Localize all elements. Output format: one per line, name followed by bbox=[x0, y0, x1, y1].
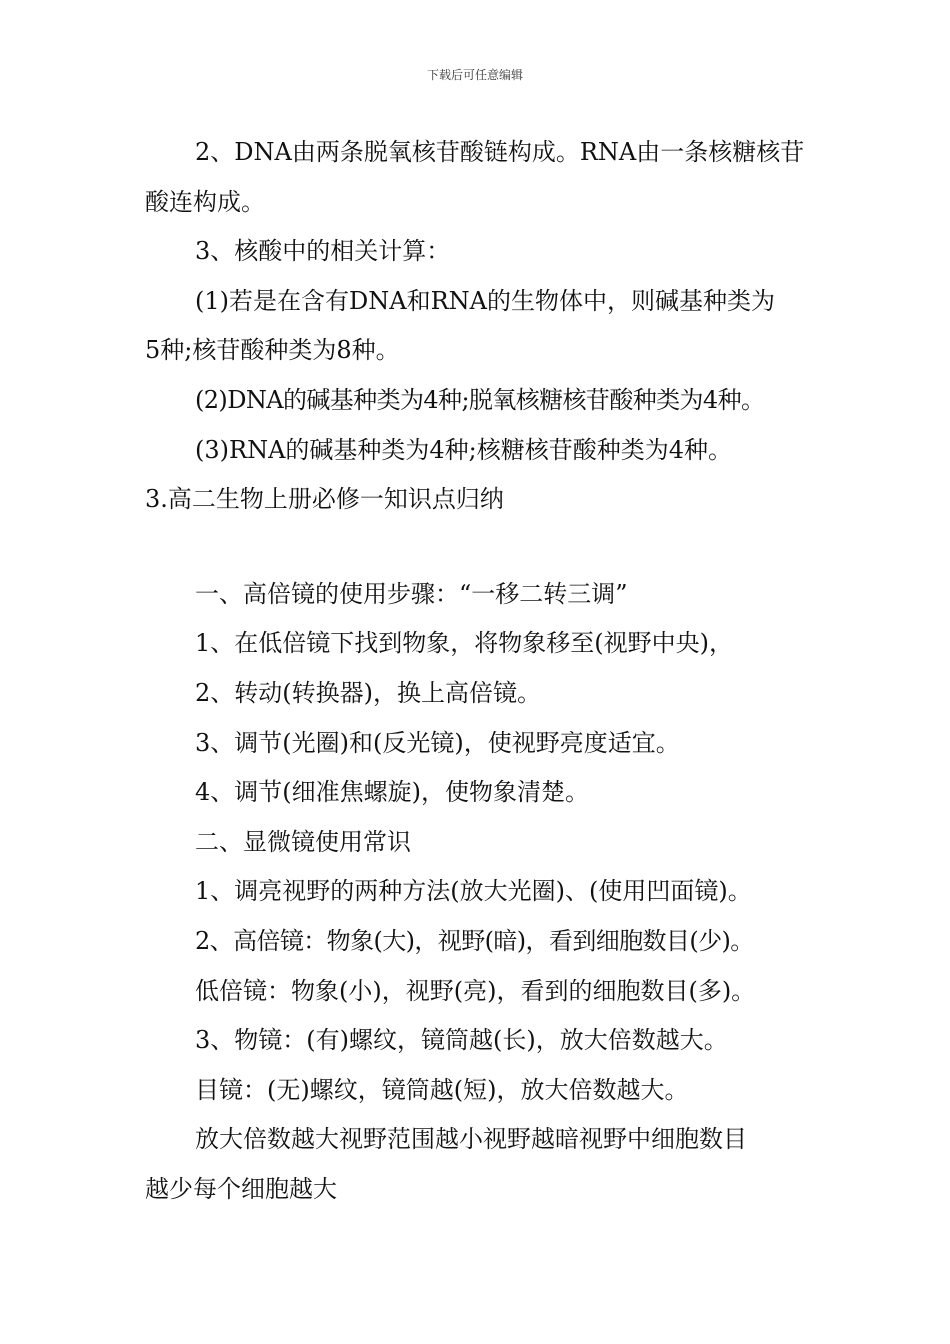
document-body bbox=[145, 128, 813, 1214]
paragraph-line: 一、高倍镜的使用步骤：“一移二转三调” bbox=[195, 579, 628, 608]
paragraph-line: 二、显微镜使用常识 bbox=[195, 827, 411, 856]
paragraph-line: 1、调亮视野的两种方法(放大光圈)、(使用凹面镜)。 bbox=[195, 877, 752, 906]
paragraph-line: 3、核酸中的相关计算： bbox=[195, 237, 451, 266]
paragraph-line: 5种;核苷酸种类为8种。 bbox=[145, 336, 400, 365]
section-spacer bbox=[145, 525, 813, 570]
page-header: 下载后可任意编辑 bbox=[426, 68, 523, 82]
paragraph-line: 1、在低倍镜下找到物象，将物象移至(视野中央)， bbox=[195, 629, 733, 658]
paragraph-line: 3、调节(光圈)和(反光镜)，使视野亮度适宜。 bbox=[195, 728, 680, 757]
paragraph-line: 目镜：(无)螺纹，镜筒越(短)，放大倍数越大。 bbox=[195, 1075, 689, 1104]
paragraph-line: (3)RNA的碱基种类为4种;核糖核苷酸种类为4种。 bbox=[195, 435, 733, 464]
paragraph-line: 酸连构成。 bbox=[145, 187, 265, 216]
section-heading: 3.高二生物上册必修一知识点归纳 bbox=[145, 485, 504, 514]
paragraph-line: 低倍镜：物象(小)，视野(亮)，看到的细胞数目(多)。 bbox=[195, 976, 756, 1005]
paragraph-line: 2、高倍镜：物象(大)，视野(暗)，看到细胞数目(少)。 bbox=[195, 926, 754, 955]
paragraph-line: (2)DNA的碱基种类为4种;脱氧核糖核苷酸种类为4种。 bbox=[195, 385, 765, 414]
paragraph-line: 越少每个细胞越大 bbox=[145, 1174, 337, 1203]
paragraph-line: 2、DNA由两条脱氧核苷酸链构成。RNA由一条核糖核苷 bbox=[195, 138, 805, 166]
paragraph-line: 4、调节(细准焦螺旋)，使物象清楚。 bbox=[195, 778, 589, 807]
paragraph-line: 放大倍数越大视野范围越小视野越暗视野中细胞数目 bbox=[195, 1125, 747, 1154]
paragraph-line: 2、转动(转换器)，换上高倍镜。 bbox=[195, 678, 541, 707]
paragraph-line: (1)若是在含有DNA和RNA的生物体中，则碱基种类为 bbox=[195, 286, 775, 315]
paragraph-line: 3、物镜：(有)螺纹，镜筒越(长)，放大倍数越大。 bbox=[195, 1026, 728, 1055]
